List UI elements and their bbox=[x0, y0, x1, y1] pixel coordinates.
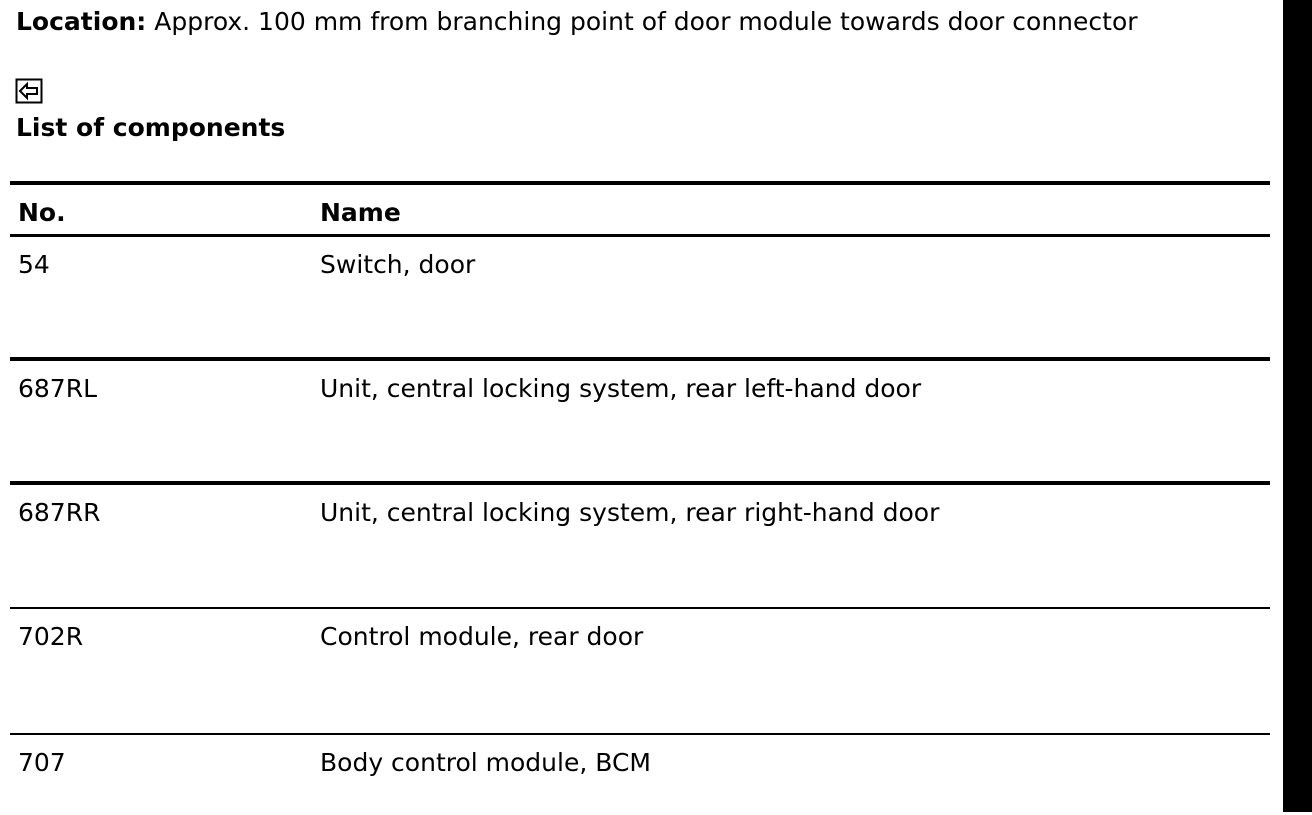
table-row bbox=[10, 485, 1270, 609]
component-name: Unit, central locking system, rear right-hand door bbox=[320, 498, 940, 527]
table-row bbox=[10, 237, 1270, 361]
component-name: Body control module, BCM bbox=[320, 748, 651, 777]
column-header-name: Name bbox=[320, 198, 401, 227]
location-label: Location: bbox=[16, 7, 147, 36]
component-number: 707 bbox=[18, 748, 66, 777]
table-header-row bbox=[10, 185, 1270, 237]
location-line bbox=[16, 6, 1138, 38]
components-table bbox=[10, 181, 1270, 815]
table-row bbox=[10, 735, 1270, 815]
table-row bbox=[10, 361, 1270, 485]
column-header-no: No. bbox=[18, 198, 66, 227]
table-row bbox=[10, 609, 1270, 735]
location-text: Approx. 100 mm from branching point of door module towards door connector bbox=[154, 7, 1138, 36]
scrollbar[interactable] bbox=[1283, 0, 1312, 812]
component-name: Control module, rear door bbox=[320, 622, 644, 651]
section-title: List of components bbox=[16, 113, 286, 142]
component-name: Switch, door bbox=[320, 250, 476, 279]
back-arrow-glyph bbox=[15, 78, 43, 104]
back-arrow-icon[interactable] bbox=[15, 78, 43, 104]
component-number: 702R bbox=[18, 622, 84, 651]
component-name: Unit, central locking system, rear left-hand door bbox=[320, 374, 922, 403]
component-number: 687RR bbox=[18, 498, 101, 527]
component-number: 687RL bbox=[18, 374, 98, 403]
component-number: 54 bbox=[18, 250, 50, 279]
